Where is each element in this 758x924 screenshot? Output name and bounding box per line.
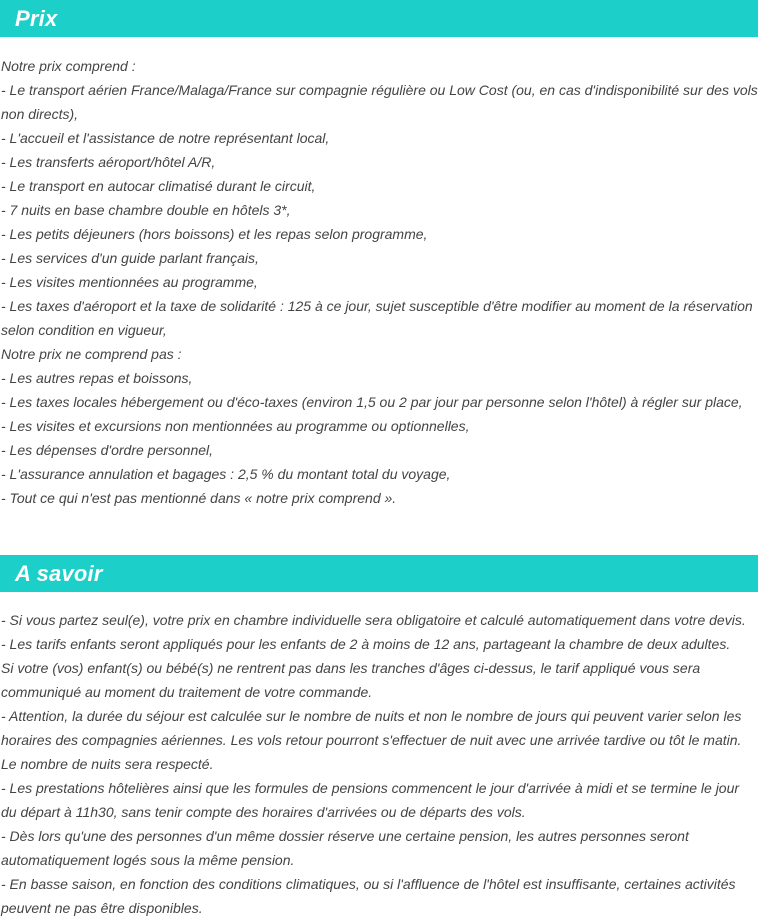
savoir-section-header [0, 555, 758, 592]
savoir-line: - Attention, la durée du séjour est calculée sur le nombre de nuits et non le nombre de jours qui peuvent varier selon les horaires des compagnies aériennes. Les vols retour pourront s'effectuer de nuit avec une arrivée tardive ou tôt le matin. Le nombre de nuits sera respecté. [1, 708, 742, 772]
prix-line: - Tout ce qui n'est pas mentionné dans « notre prix comprend ». [1, 490, 397, 506]
prix-section-title: Prix [15, 5, 58, 31]
prix-section-header [0, 0, 758, 37]
savoir-section-body [0, 608, 758, 920]
savoir-line: - Les tarifs enfants seront appliqués pour les enfants de 2 à moins de 12 ans, partageant la chambre de deux adultes. [1, 636, 731, 652]
prix-line: - L'assurance annulation et bagages : 2,5 % du montant total du voyage, [1, 466, 451, 482]
savoir-line: Si votre (vos) enfant(s) ou bébé(s) ne rentrent pas dans les tranches d'âges ci-dessus, le tarif appliqué vous sera communiqué au moment du traitement de votre commande. [1, 660, 701, 700]
prix-section-body [0, 54, 758, 510]
prix-line: - Les autres repas et boissons, [1, 370, 193, 386]
prix-line: - Le transport aérien France/Malaga/France sur compagnie régulière ou Low Cost (ou, en cas d'indisponibilité sur des vols non directs), [1, 82, 758, 122]
prix-line: - Les petits déjeuners (hors boissons) et les repas selon programme, [1, 226, 428, 242]
savoir-line: - Si vous partez seul(e), votre prix en chambre individuelle sera obligatoire et calculé automatiquement dans votre devis. [1, 612, 746, 628]
savoir-line: - En basse saison, en fonction des conditions climatiques, ou si l'affluence de l'hôtel est insuffisante, certaines activités peuvent ne pas être disponibles. [1, 876, 736, 916]
prix-line: - Les taxes locales hébergement ou d'éco-taxes (environ 1,5 ou 2 par jour par personne selon l'hôtel) à régler sur place, [1, 394, 743, 410]
prix-line: - Les transferts aéroport/hôtel A/R, [1, 154, 216, 170]
prix-line: - Les visites et excursions non mentionnées au programme ou optionnelles, [1, 418, 470, 434]
prix-line: Notre prix ne comprend pas : [1, 346, 182, 362]
savoir-line: - Les prestations hôtelières ainsi que les formules de pensions commencent le jour d'arrivée à midi et se termine le jour du départ à 11h30, sans tenir compte des horaires d'arrivées ou de départs des vols. [1, 780, 740, 820]
prix-line: - Les dépenses d'ordre personnel, [1, 442, 214, 458]
savoir-line: - Dès lors qu'une des personnes d'un même dossier réserve une certaine pension, les autres personnes seront automatiquement logés sous la même pension. [1, 828, 689, 868]
prix-line: - 7 nuits en base chambre double en hôtels 3*, [1, 202, 291, 218]
savoir-section-title: A savoir [15, 560, 103, 586]
prix-line: - L'accueil et l'assistance de notre représentant local, [1, 130, 330, 146]
prix-line: - Le transport en autocar climatisé durant le circuit, [1, 178, 316, 194]
prix-line: Notre prix comprend : [1, 58, 136, 74]
prix-line: - Les taxes d'aéroport et la taxe de solidarité : 125 à ce jour, sujet susceptible d'être modifier au moment de la réservation selon condition en vigueur, [1, 298, 753, 338]
prix-line: - Les visites mentionnées au programme, [1, 274, 258, 290]
prix-line: - Les services d'un guide parlant français, [1, 250, 259, 266]
